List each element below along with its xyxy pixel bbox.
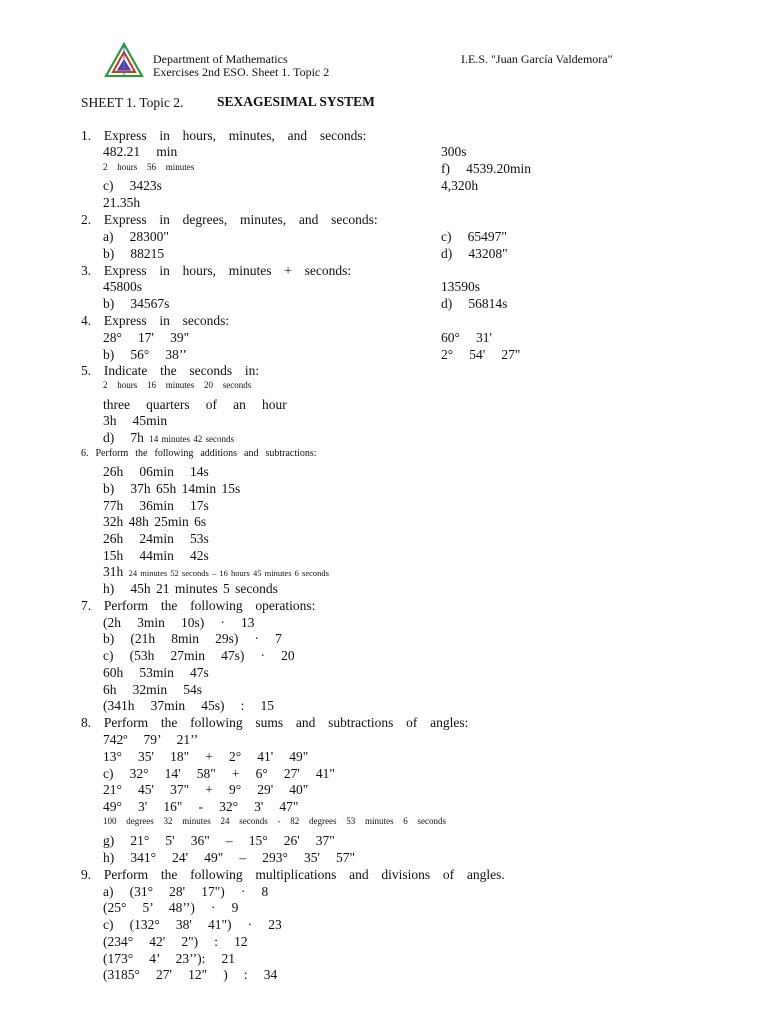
q9-item-c: c) (132° 38' 41") · 23 — [103, 917, 282, 932]
q6-item-f: 15h 44min 42s — [103, 548, 209, 563]
q5-item-b: three quarters of an hour — [103, 397, 287, 412]
department-name: Department of Mathematics — [153, 52, 288, 66]
q8-item-g: g) 21° 5' 36" – 15° 26' 37" — [103, 833, 335, 848]
q6-item-d: 32h 48h 25min 6s — [103, 514, 207, 529]
q5-item-c: 3h 45min — [103, 413, 168, 428]
q8-item-e: 49° 3' 16" - 32° 3' 47" — [103, 799, 299, 814]
q2-item-c: c) 65497" — [441, 229, 507, 244]
q6-item-g-main: 31h — [103, 564, 124, 579]
school-logo — [104, 42, 144, 78]
q6-item-b: b) 37h 65h 14min 15s — [103, 481, 241, 496]
q8-item-b: 13° 35' 18" + 2° 41' 49" — [103, 749, 309, 764]
q7-item-c: c) (53h 27min 47s) · 20 — [103, 648, 295, 663]
question-4-heading: 4. Express in seconds: — [81, 313, 230, 328]
q1-item-e: 21.35h — [103, 195, 141, 210]
q6-item-e: 26h 24min 53s — [103, 531, 209, 546]
question-6-heading: 6. Perform the following additions and subtractions: — [81, 448, 317, 459]
q1-item-b: 300s — [441, 144, 467, 159]
q2-item-a: a) 28300" — [103, 229, 169, 244]
q4-item-a: 28° 17' 39" — [103, 330, 190, 345]
q7-item-a: (2h 3min 10s) · 13 — [103, 615, 255, 630]
question-5-heading: 5. Indicate the seconds in: — [81, 363, 260, 378]
q8-item-a: 742º 79’ 21’’ — [103, 732, 199, 747]
q3-item-c: 13590s — [441, 279, 481, 294]
sheet-label: SHEET 1. Topic 2. — [81, 95, 184, 110]
q7-item-e: 6h 32min 54s — [103, 682, 203, 697]
q8-item-f: 100 degrees 32 minutes 24 seconds - 82 degrees 53 minutes 6 seconds — [103, 816, 446, 826]
q1-item-c: c) 3423s — [103, 178, 162, 193]
q9-item-a: a) (31° 28' 17") · 8 — [103, 884, 269, 899]
q5-item-d — [103, 431, 234, 445]
question-9-heading: 9. Perform the following multiplications and divisions of angles. — [81, 867, 505, 882]
q9-item-d: (234° 42' 2") : 12 — [103, 934, 248, 949]
question-7-heading: 7. Perform the following operations: — [81, 598, 316, 613]
q9-item-b: (25° 5’ 48’’) · 9 — [103, 900, 239, 915]
question-1-heading: 1. Express in hours, minutes, and seconds: — [81, 128, 367, 143]
q3-item-d: d) 56814s — [441, 296, 508, 311]
q6-item-c: 77h 36min 17s — [103, 498, 209, 513]
q5-item-d-note: 14 minutes 42 seconds — [149, 434, 234, 444]
q7-item-d: 60h 53min 47s — [103, 665, 209, 680]
question-3-heading: 3. Express in hours, minutes + seconds: — [81, 263, 352, 278]
q6-item-g-note: 24 minutes 52 seconds – 16 hours 45 minutes 6 seconds — [128, 568, 329, 578]
sheet-info: Exercises 2nd ESO. Sheet 1. Topic 2 — [153, 65, 330, 79]
page-title: SEXAGESIMAL SYSTEM — [217, 94, 375, 109]
q4-item-d: 2° 54' 27" — [441, 347, 521, 362]
q6-item-h: h) 45h 21 minutes 5 seconds — [103, 581, 278, 596]
q6-item-g — [103, 565, 329, 579]
q4-item-c: 60° 31' — [441, 330, 492, 345]
q5-item-a: 2 hours 16 minutes 20 seconds — [103, 380, 252, 390]
q3-item-b: b) 34567s — [103, 296, 170, 311]
q1-item-a-note: 2 hours 56 minutes — [103, 162, 195, 172]
q3-item-a: 45800s — [103, 279, 143, 294]
question-8-heading: 8. Perform the following sums and subtractions of angles: — [81, 715, 469, 730]
question-2-heading: 2. Express in degrees, minutes, and seconds: — [81, 212, 378, 227]
q2-item-d: d) 43208" — [441, 246, 508, 261]
q9-item-e: (173° 4’ 23’’): 21 — [103, 951, 235, 966]
q9-item-f: (3185° 27' 12" ) : 34 — [103, 967, 278, 982]
q8-item-d: 21° 45' 37" + 9° 29' 40" — [103, 782, 309, 797]
q8-item-c: c) 32° 14' 58" + 6° 27' 41" — [103, 766, 335, 781]
q2-item-b: b) 88215 — [103, 246, 165, 261]
q8-item-h: h) 341° 24' 49" – 293° 35' 57" — [103, 850, 356, 865]
q5-item-d-main: d) 7h — [103, 430, 144, 445]
q6-item-a: 26h 06min 14s — [103, 464, 209, 479]
q1-item-f: f) 4539.20min — [441, 161, 531, 176]
school-name: I.E.S. "Juan García Valdemora" — [461, 52, 613, 66]
q1-item-a: 482.21 min — [103, 144, 178, 159]
q7-item-b: b) (21h 8min 29s) · 7 — [103, 631, 282, 646]
q7-item-f: (341h 37min 45s) : 15 — [103, 698, 274, 713]
q1-item-d: 4,320h — [441, 178, 479, 193]
q4-item-b: b) 56° 38’’ — [103, 347, 187, 362]
